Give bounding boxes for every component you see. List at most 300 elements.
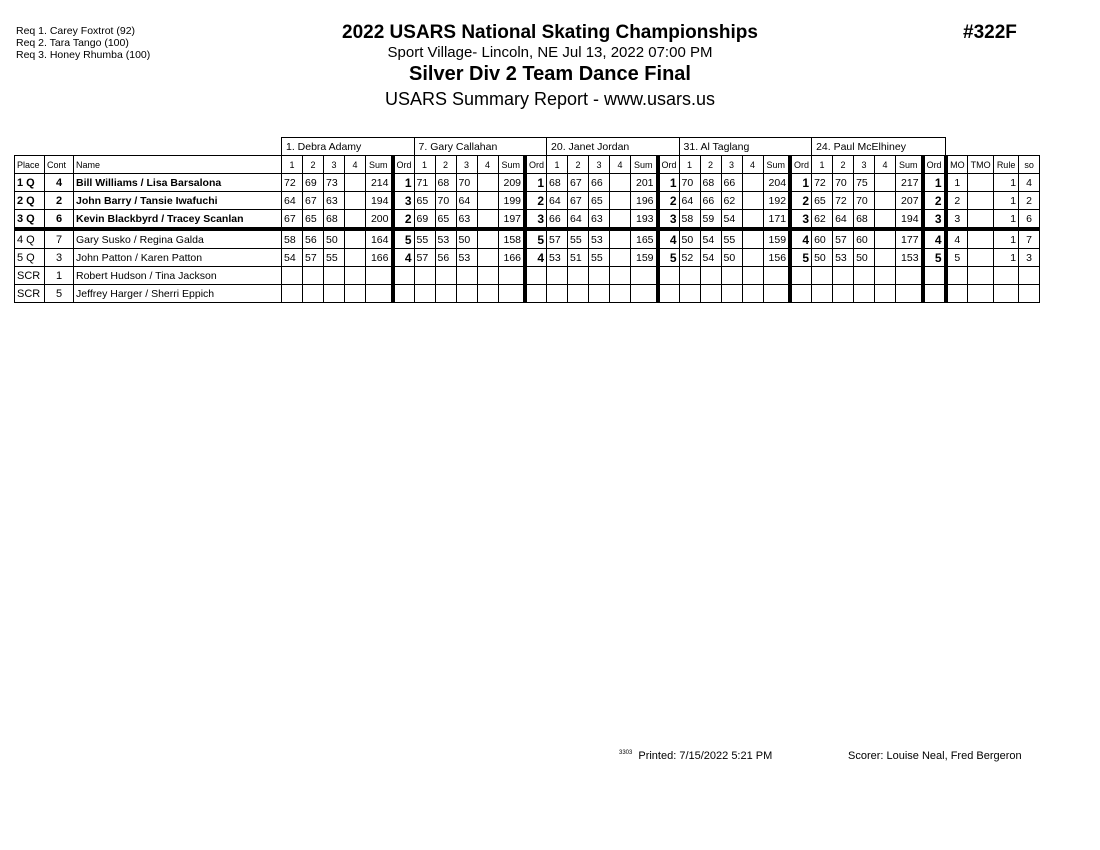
col-header-d2: 2 <box>435 156 456 174</box>
printed-timestamp: Printed: 7/15/2022 5:21 PM <box>638 750 773 762</box>
score-cell: 51 <box>568 249 589 267</box>
score-cell: 73 <box>324 174 345 192</box>
judge-name: 7. Gary Callahan <box>414 138 547 156</box>
col-header-d1: 1 <box>679 156 700 174</box>
score-cell <box>812 285 833 303</box>
so-cell: 3 <box>1019 249 1040 267</box>
requirement-item: Req 2. Tara Tango (100) <box>16 37 129 49</box>
ordinal-cell <box>790 285 812 303</box>
col-header-d4: 4 <box>345 156 366 174</box>
tmo-cell <box>968 192 994 210</box>
score-cell <box>303 285 324 303</box>
col-header-ord: Ord <box>923 156 946 174</box>
col-header-rule: Rule <box>994 156 1019 174</box>
sum-cell: 209 <box>498 174 525 192</box>
col-header-d1: 1 <box>812 156 833 174</box>
results-table <box>14 137 1040 303</box>
score-cell: 62 <box>721 192 742 210</box>
score-cell: 65 <box>812 192 833 210</box>
sum-cell <box>896 285 923 303</box>
skater-name-cell: John Barry / Tansie Iwafuchi <box>74 192 282 210</box>
score-cell: 72 <box>833 192 854 210</box>
col-header-d2: 2 <box>568 156 589 174</box>
score-cell: 52 <box>679 249 700 267</box>
col-header-d2: 2 <box>303 156 324 174</box>
score-cell: 63 <box>324 192 345 210</box>
cont-cell: 4 <box>45 174 74 192</box>
table-row <box>15 174 1040 192</box>
score-cell <box>282 285 303 303</box>
cont-cell: 1 <box>45 267 74 285</box>
score-cell <box>435 267 456 285</box>
score-cell: 68 <box>547 174 568 192</box>
score-cell: 64 <box>833 210 854 230</box>
score-cell <box>345 285 366 303</box>
score-cell: 53 <box>547 249 568 267</box>
ordinal-cell: 4 <box>658 229 680 249</box>
table-row <box>15 210 1040 230</box>
place-cell: 2 Q <box>15 192 45 210</box>
ordinal-cell: 5 <box>790 249 812 267</box>
score-cell: 70 <box>435 192 456 210</box>
score-cell: 50 <box>456 229 477 249</box>
score-cell <box>456 267 477 285</box>
sum-cell <box>896 267 923 285</box>
score-cell <box>875 174 896 192</box>
sum-cell: 199 <box>498 192 525 210</box>
col-header-mo: MO <box>946 156 968 174</box>
sum-cell: 159 <box>631 249 658 267</box>
score-cell: 55 <box>589 249 610 267</box>
ordinal-cell <box>790 267 812 285</box>
score-cell: 55 <box>414 229 435 249</box>
col-header-sum: Sum <box>498 156 525 174</box>
score-cell <box>875 267 896 285</box>
ordinal-cell: 5 <box>393 229 415 249</box>
ordinal-cell: 5 <box>923 249 946 267</box>
event-number: #322F <box>963 22 1017 43</box>
score-cell: 71 <box>414 174 435 192</box>
mo-cell: 4 <box>946 229 968 249</box>
judge-name: 1. Debra Adamy <box>282 138 415 156</box>
score-cell <box>477 285 498 303</box>
score-cell: 50 <box>324 229 345 249</box>
score-cell <box>568 285 589 303</box>
score-cell <box>414 267 435 285</box>
score-cell <box>742 192 763 210</box>
rule-cell <box>994 267 1019 285</box>
score-cell <box>875 249 896 267</box>
cont-cell: 2 <box>45 192 74 210</box>
sum-cell: 165 <box>631 229 658 249</box>
score-cell: 64 <box>547 192 568 210</box>
score-cell: 64 <box>456 192 477 210</box>
mo-cell: 3 <box>946 210 968 230</box>
score-cell <box>477 229 498 249</box>
skater-name-cell: Kevin Blackbyrd / Tracey Scanlan <box>74 210 282 230</box>
mo-cell <box>946 285 968 303</box>
score-cell <box>435 285 456 303</box>
score-cell: 53 <box>456 249 477 267</box>
score-cell: 72 <box>282 174 303 192</box>
score-cell: 67 <box>568 174 589 192</box>
table-row <box>15 267 1040 285</box>
score-cell <box>477 210 498 230</box>
skater-name-cell: Gary Susko / Regina Galda <box>74 229 282 249</box>
sum-cell <box>631 285 658 303</box>
table-row <box>15 192 1040 210</box>
score-cell: 50 <box>679 229 700 249</box>
score-cell <box>721 267 742 285</box>
sum-cell: 156 <box>763 249 790 267</box>
ordinal-cell: 1 <box>923 174 946 192</box>
score-cell: 55 <box>568 229 589 249</box>
score-cell <box>547 267 568 285</box>
ordinal-cell: 4 <box>790 229 812 249</box>
sum-cell: 204 <box>763 174 790 192</box>
score-cell: 53 <box>589 229 610 249</box>
sum-cell: 194 <box>896 210 923 230</box>
score-cell: 63 <box>456 210 477 230</box>
col-header-d1: 1 <box>282 156 303 174</box>
requirement-item: Req 3. Honey Rhumba (100) <box>16 49 151 61</box>
so-cell: 6 <box>1019 210 1040 230</box>
score-cell: 69 <box>414 210 435 230</box>
score-cell <box>324 285 345 303</box>
place-cell: SCR <box>15 285 45 303</box>
col-header-ord: Ord <box>790 156 812 174</box>
so-cell: 7 <box>1019 229 1040 249</box>
so-cell: 2 <box>1019 192 1040 210</box>
ordinal-cell: 5 <box>525 229 547 249</box>
tmo-cell <box>968 267 994 285</box>
score-cell <box>282 267 303 285</box>
score-cell: 50 <box>854 249 875 267</box>
col-header-d1: 1 <box>547 156 568 174</box>
tmo-cell <box>968 249 994 267</box>
table-row <box>15 229 1040 249</box>
judge-name: 31. Al Taglang <box>679 138 812 156</box>
score-cell: 58 <box>679 210 700 230</box>
rule-cell: 1 <box>994 210 1019 230</box>
rule-cell: 1 <box>994 249 1019 267</box>
score-cell <box>303 267 324 285</box>
score-cell <box>610 229 631 249</box>
score-cell: 65 <box>589 192 610 210</box>
score-cell <box>875 192 896 210</box>
table-row <box>15 285 1040 303</box>
score-cell <box>679 285 700 303</box>
score-cell: 50 <box>812 249 833 267</box>
col-header-d4: 4 <box>610 156 631 174</box>
judge-name: 20. Janet Jordan <box>547 138 680 156</box>
score-cell <box>477 249 498 267</box>
col-header-ord: Ord <box>658 156 680 174</box>
score-cell: 59 <box>700 210 721 230</box>
cont-cell: 6 <box>45 210 74 230</box>
requirement-item: Req 1. Carey Foxtrot (92) <box>16 25 136 37</box>
score-cell: 64 <box>568 210 589 230</box>
tmo-cell <box>968 285 994 303</box>
score-cell: 66 <box>721 174 742 192</box>
ordinal-cell: 1 <box>393 174 415 192</box>
ordinal-cell: 3 <box>923 210 946 230</box>
ordinal-cell: 2 <box>525 192 547 210</box>
ordinal-cell <box>658 285 680 303</box>
score-cell: 57 <box>303 249 324 267</box>
score-cell: 68 <box>324 210 345 230</box>
sum-cell: 192 <box>763 192 790 210</box>
score-cell <box>610 285 631 303</box>
ordinal-cell <box>923 267 946 285</box>
score-cell: 75 <box>854 174 875 192</box>
col-header-d3: 3 <box>721 156 742 174</box>
score-cell <box>875 210 896 230</box>
sum-cell: 207 <box>896 192 923 210</box>
col-header-tmo: TMO <box>968 156 994 174</box>
sum-cell: 153 <box>896 249 923 267</box>
ordinal-cell: 1 <box>525 174 547 192</box>
sum-cell: 214 <box>366 174 393 192</box>
rule-cell: 1 <box>994 192 1019 210</box>
col-header-name: Name <box>74 156 282 174</box>
sum-cell: 194 <box>366 192 393 210</box>
place-cell: 5 Q <box>15 249 45 267</box>
col-header-d2: 2 <box>833 156 854 174</box>
ordinal-cell: 4 <box>525 249 547 267</box>
ordinal-cell <box>525 267 547 285</box>
sum-cell: 196 <box>631 192 658 210</box>
tmo-cell <box>968 174 994 192</box>
col-header-d3: 3 <box>324 156 345 174</box>
report-code: 3303 <box>619 750 633 756</box>
place-cell: 3 Q <box>15 210 45 230</box>
sum-cell <box>763 267 790 285</box>
score-cell <box>345 229 366 249</box>
score-cell: 70 <box>833 174 854 192</box>
score-cell <box>854 285 875 303</box>
ordinal-cell: 2 <box>790 192 812 210</box>
score-cell <box>324 267 345 285</box>
scorer-info: Scorer: Louise Neal, Fred Bergeron <box>848 750 1022 762</box>
col-header-ord: Ord <box>525 156 547 174</box>
score-cell <box>610 249 631 267</box>
score-cell: 60 <box>854 229 875 249</box>
sum-cell: 166 <box>366 249 393 267</box>
sum-cell <box>763 285 790 303</box>
ordinal-cell <box>923 285 946 303</box>
score-cell <box>477 267 498 285</box>
score-cell <box>854 267 875 285</box>
so-cell <box>1019 285 1040 303</box>
place-cell: 1 Q <box>15 174 45 192</box>
rule-cell: 1 <box>994 229 1019 249</box>
cont-cell: 3 <box>45 249 74 267</box>
sum-cell: 177 <box>896 229 923 249</box>
so-cell <box>1019 267 1040 285</box>
ordinal-cell <box>658 267 680 285</box>
skater-name-cell: Jeffrey Harger / Sherri Eppich <box>74 285 282 303</box>
col-header-d3: 3 <box>456 156 477 174</box>
col-header-ord: Ord <box>393 156 415 174</box>
ordinal-cell: 4 <box>923 229 946 249</box>
mo-cell: 5 <box>946 249 968 267</box>
score-cell: 60 <box>812 229 833 249</box>
score-cell: 53 <box>833 249 854 267</box>
score-cell <box>345 249 366 267</box>
requirements-list <box>16 25 150 61</box>
score-cell: 54 <box>282 249 303 267</box>
score-cell: 65 <box>414 192 435 210</box>
ordinal-cell: 3 <box>525 210 547 230</box>
sum-cell: 171 <box>763 210 790 230</box>
col-header-sum: Sum <box>366 156 393 174</box>
score-cell: 64 <box>282 192 303 210</box>
score-cell: 57 <box>833 229 854 249</box>
score-cell <box>345 210 366 230</box>
score-cell: 55 <box>324 249 345 267</box>
cont-cell: 7 <box>45 229 74 249</box>
score-cell: 64 <box>679 192 700 210</box>
sum-cell: 201 <box>631 174 658 192</box>
tmo-cell <box>968 210 994 230</box>
col-header-d4: 4 <box>742 156 763 174</box>
col-header-d1: 1 <box>414 156 435 174</box>
score-cell: 56 <box>435 249 456 267</box>
column-header-row <box>15 156 1040 174</box>
score-cell <box>589 285 610 303</box>
score-cell <box>700 285 721 303</box>
score-cell <box>345 267 366 285</box>
score-cell <box>610 210 631 230</box>
score-cell: 66 <box>547 210 568 230</box>
score-cell <box>742 210 763 230</box>
score-cell <box>477 192 498 210</box>
score-cell: 65 <box>303 210 324 230</box>
score-cell <box>875 285 896 303</box>
score-cell: 53 <box>435 229 456 249</box>
score-cell <box>742 229 763 249</box>
printed-info <box>619 750 772 762</box>
place-cell: SCR <box>15 267 45 285</box>
col-header-cont: Cont <box>45 156 74 174</box>
judge-header-row <box>15 138 1040 156</box>
score-cell <box>700 267 721 285</box>
score-cell <box>414 285 435 303</box>
score-cell: 57 <box>414 249 435 267</box>
mo-cell <box>946 267 968 285</box>
sum-cell: 158 <box>498 229 525 249</box>
rule-cell <box>994 285 1019 303</box>
sum-cell: 193 <box>631 210 658 230</box>
ordinal-cell <box>393 285 415 303</box>
ordinal-cell: 2 <box>923 192 946 210</box>
score-cell: 63 <box>589 210 610 230</box>
score-cell: 55 <box>721 229 742 249</box>
ordinal-cell <box>393 267 415 285</box>
col-header-sum: Sum <box>763 156 790 174</box>
score-cell <box>345 174 366 192</box>
score-cell <box>721 285 742 303</box>
score-cell: 62 <box>812 210 833 230</box>
score-cell <box>568 267 589 285</box>
score-cell: 67 <box>568 192 589 210</box>
col-header-so: so <box>1019 156 1040 174</box>
col-header-sum: Sum <box>896 156 923 174</box>
score-cell: 66 <box>589 174 610 192</box>
col-header-d2: 2 <box>700 156 721 174</box>
col-header-d3: 3 <box>854 156 875 174</box>
score-cell: 56 <box>303 229 324 249</box>
score-cell <box>345 192 366 210</box>
skater-name-cell: Robert Hudson / Tina Jackson <box>74 267 282 285</box>
sum-cell <box>498 285 525 303</box>
score-cell: 67 <box>303 192 324 210</box>
score-cell <box>610 192 631 210</box>
report-title: USARS Summary Report - www.usars.us <box>384 89 716 109</box>
rule-cell: 1 <box>994 174 1019 192</box>
tmo-cell <box>968 229 994 249</box>
score-cell: 65 <box>435 210 456 230</box>
event-title: Silver Div 2 Team Dance Final <box>409 63 691 85</box>
score-cell: 50 <box>721 249 742 267</box>
col-header-sum: Sum <box>631 156 658 174</box>
score-cell <box>742 285 763 303</box>
score-cell <box>610 174 631 192</box>
cont-cell: 5 <box>45 285 74 303</box>
score-cell <box>742 249 763 267</box>
ordinal-cell: 2 <box>393 210 415 230</box>
score-cell <box>812 267 833 285</box>
venue-date: Sport Village- Lincoln, NE Jul 13, 2022 07:00 PM <box>387 44 713 61</box>
col-header-place: Place <box>15 156 45 174</box>
place-cell: 4 Q <box>15 229 45 249</box>
ordinal-cell: 2 <box>658 192 680 210</box>
skater-name-cell: Bill Williams / Lisa Barsalona <box>74 174 282 192</box>
score-cell <box>679 267 700 285</box>
score-cell: 54 <box>721 210 742 230</box>
mo-cell: 1 <box>946 174 968 192</box>
score-cell: 54 <box>700 249 721 267</box>
col-header-d3: 3 <box>589 156 610 174</box>
score-cell <box>875 229 896 249</box>
score-cell <box>742 174 763 192</box>
col-header-d4: 4 <box>875 156 896 174</box>
score-cell: 66 <box>700 192 721 210</box>
score-cell: 69 <box>303 174 324 192</box>
competition-title: 2022 USARS National Skating Championships <box>342 22 758 43</box>
sum-cell: 164 <box>366 229 393 249</box>
score-cell <box>547 285 568 303</box>
ordinal-cell <box>525 285 547 303</box>
score-cell <box>589 267 610 285</box>
judge-name: 24. Paul McElhiney <box>812 138 946 156</box>
score-cell <box>456 285 477 303</box>
sum-cell <box>631 267 658 285</box>
col-header-d4: 4 <box>477 156 498 174</box>
score-cell <box>742 267 763 285</box>
score-cell: 58 <box>282 229 303 249</box>
score-cell: 67 <box>282 210 303 230</box>
score-cell: 70 <box>456 174 477 192</box>
ordinal-cell: 1 <box>790 174 812 192</box>
score-cell: 72 <box>812 174 833 192</box>
ordinal-cell: 5 <box>658 249 680 267</box>
score-cell: 70 <box>854 192 875 210</box>
score-cell <box>477 174 498 192</box>
sum-cell <box>498 267 525 285</box>
score-cell: 68 <box>700 174 721 192</box>
